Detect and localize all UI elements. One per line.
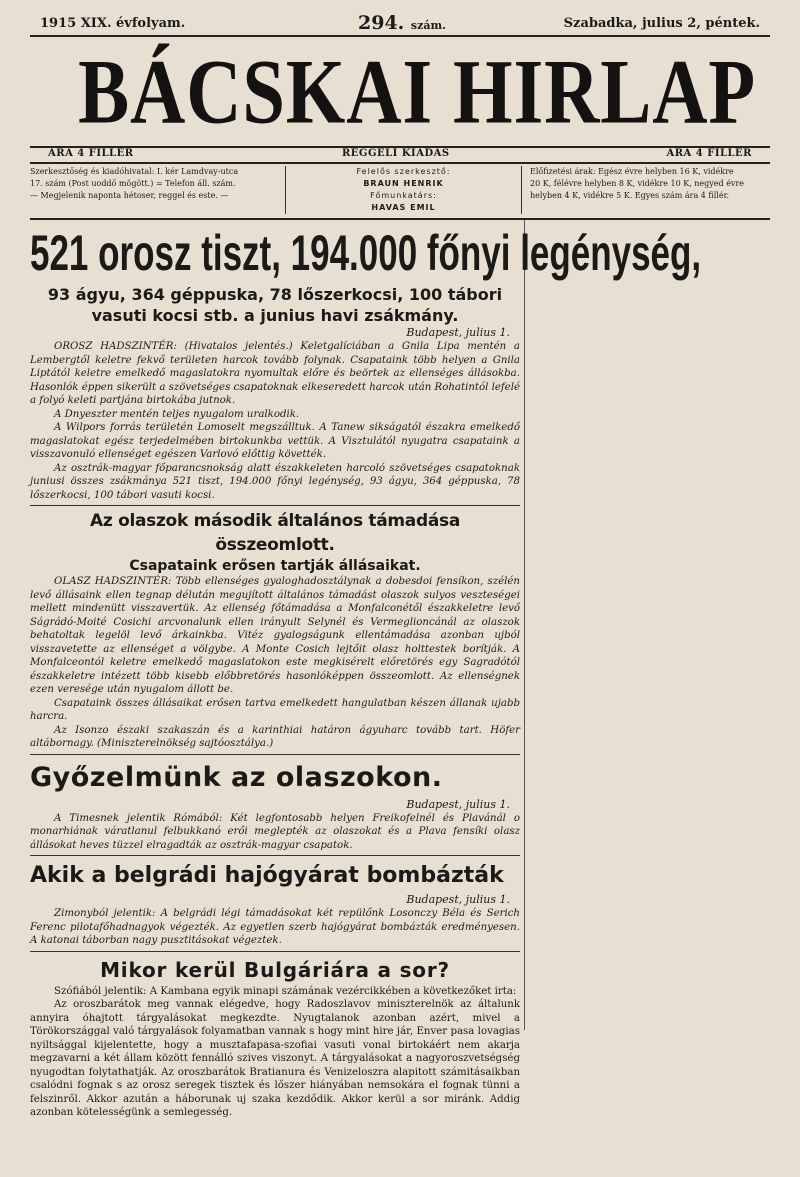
article5-headline: Mikor kerül Bulgáriára a sor?	[100, 957, 450, 982]
issue-date: Szabadka, julius 2, péntek.	[563, 16, 760, 31]
article1-paragraph: Az osztrák-magyar főparancsnokság alatt északkeleten harcoló szövetséges csapatoknak juniusi összes zsákmánya 521 tiszt, 194.000 főnyi legénység, 93 ágyu, 364 géppuska, 78 lőszerkocsi, 100 tábori vasuti kocsi.	[30, 462, 520, 501]
editor-label: Felelős szerkesztő:	[356, 167, 451, 176]
price-line: 20 K, félévre helyben 8 K, vidékre 10 K, negyed évre	[530, 179, 745, 188]
main-column	[30, 222, 702, 1120]
article4-paragraph: Zimonyból jelentik: A belgrádi légi támadásokat két repülőnk Losonczy Béla és Serich Ferenc pilotafőhadnagyok végezték. Az egyetlen szerb hajógyárat bombázták eredményesen. A katonai táborban nagy pusztitásokat végeztek.	[30, 908, 520, 946]
office-line: Szerkesztőség és kiadóhivatal: I. kér Lamdvay-utca	[30, 167, 239, 176]
divider	[30, 951, 520, 952]
article2-paragraph: Csapataink összes állásaikat erősen tartva emelkedett hangulatban készen állanak ujabb harcra.	[30, 697, 520, 722]
info-block	[30, 166, 770, 216]
article1-dateline: Budapest, julius 1.	[406, 326, 510, 339]
divider	[30, 505, 520, 506]
divider	[30, 855, 520, 856]
article1-subheadline-2: vasuti kocsi stb. a junius havi zsákmány.	[91, 306, 459, 325]
volume-year: 1915 XIX. évfolyam.	[40, 16, 186, 31]
article2-paragraph: OLASZ HADSZINTÉR: Több ellenséges gyaloghadosztálynak a dobesdoi fensíkon, szélén levő állásaink ellen tegnap délután megujított általános támadást olaszok sulyos veszteségei mellett mindenütt visszavertük. Az ellenség főtámadása a Monfalconétől északkeletre levő Ságrádó-Moité Cosichi arcvonalunk ellen irányult Selynél és Vermeglioncánál az olaszok behatoltak legelöl levő árkainkba. Vitéz gyalogságunk ellentámadása azonban ujból visszavetette az ellenséget a völgybe. A Monte Cosich lejtőit olasz holttestek borítják. A Monfalceontól keletre emelkedő magaslatokon este megkisérelt előretörés egy Sagradótól északkeletre intézett több kisebb előbbretörés hasonlóképpen összeomlott. Az ellenségnek ezen veresége után nyugalom állott be.	[30, 576, 520, 695]
price-right: ÁRA 4 FILLÉR	[666, 148, 752, 159]
price-line: helyben 4 K, vidékre 5 K. Egyes szám ára 4 fillér.	[530, 191, 730, 200]
office-line: — Megjelenik naponta hétoser, reggel és este. —	[30, 191, 229, 200]
office-line: 17. szám (Post uoddő mögött.) = Telefon áll. szám.	[30, 179, 236, 188]
coeditor-label: Főmunkatárs:	[370, 191, 437, 200]
article5-paragraph: Az oroszbarátok meg vannak elégedve, hogy Radoszlavov miniszterelnök az általunk annyira óhajtott tárgyalásokat megkezdte. Nyugtalanok azonban azért, mivel a Törökországgal való tárgyalások folyamatban vannak s hogy mint hire jár, Enver pasa lovagias nyiltsággal kijelentette, hogy a musztafapasa-szofiai vasuti vonal birtokáért nem akarja megzavarni a két állam között fennálló szives viszonyt. A tárgyalásokat a nagyoroszvetségség nyugodtan folytathatják. Az oroszbarátok Bratianura és Venizeloszra alapitott számitásaikban csalódni fognak s az orosz seregek tisztek és lőszer hiányában nemsokára el fognak tünni a felszinről. Akkor azután a háborunak uj szaka kezdődik. Akkor kerül a sor miránk. Addig azonban kötelességünk a semlegesség.	[30, 999, 520, 1118]
masthead-title: BÁCSKAI HIRLAP	[78, 41, 757, 144]
article3-headline: Győzelmünk az olaszokon.	[30, 761, 443, 793]
column-divider	[524, 220, 525, 1030]
info-rule	[30, 218, 770, 220]
article5-paragraph: Szófiából jelentik: A Kambana egyik minapi számának vezércikkében a következőket irta:	[54, 985, 517, 997]
article1-headline: 521 orosz tiszt, 194.000 főnyi legénység,	[30, 225, 702, 281]
article2-subheadline: Csapataink erősen tartják állásaikat.	[129, 558, 421, 574]
article1-paragraph: OROSZ HADSZINTÉR: (Hivatalos jelentés.) Keletgalíciában a Gnila Lipa mentén a Lembergtől keletre fekvő területen harcok tovább folynak. Csapataink több helyen a Gnila Liptától keletre emelkedő magaslatokra nyomultak előre és beörtek az ellenséges állásokba. Hasonlók éppen sikerült a szövetséges csapatoknak elkeseredett harcok után Rohatintól lefelé a folyó keleti partjána birtokába jutnok.	[30, 341, 520, 406]
article3-dateline: Budapest, julius 1.	[406, 797, 510, 811]
price-line: Előfizetési árak: Egész évre helyben 16 K, vidékre	[530, 167, 734, 176]
article2-headline: Az olaszok második általános támadása összeomlott.	[90, 511, 460, 555]
office-info	[30, 166, 275, 214]
article4-dateline: Budapest, julius 1.	[406, 893, 510, 906]
edition-label: REGGELI KIADÁS	[342, 148, 450, 159]
pricebar-rule	[30, 162, 770, 164]
issue-number-value: 294.	[358, 12, 405, 34]
editor-name: BRAUN HENRIK	[363, 179, 444, 188]
article1-paragraph: A Dnyeszter mentén teljes nyugalom uralkodik.	[54, 408, 300, 420]
editor-info	[285, 166, 522, 214]
coeditor-name: HAVAS EMIL	[371, 203, 436, 212]
article4-headline: Akik a belgrádi hajógyárat bombázták	[30, 863, 504, 888]
issue-number	[358, 12, 446, 34]
article1-subheadline-1: 93 ágyu, 364 géppuska, 78 lőszerkocsi, 100 tábori	[47, 285, 503, 304]
top-line	[40, 12, 760, 34]
issue-suffix: szám.	[410, 19, 446, 32]
article3-paragraph: A Timesnek jelentik Rómából: Két legfontosabb helyen Freikofelnél és Plavánál o monarhiának váratlanul felbukkanó erői meglepték az olaszokat és a Plava fensíki olasz állásokat heves tüzzel elragadták az osztrák-magyar csapatok.	[30, 812, 520, 851]
article2-paragraph: Az Isonzo északi szakaszán és a karinthiai határon ágyuharc tovább tart. Höfer altábornagy. (Miniszterelnökség sajtóosztálya.)	[30, 724, 520, 749]
price-left: ÁRA 4 FILLÉR	[48, 148, 134, 159]
price-bar	[40, 148, 760, 162]
article1-paragraph: A Wilpors forrás területén Lomoselt megszálltuk. A Tanew sikságatól északra emelkedő magaslatokat egész terjedelmében birtokunkba vettük. A Visztulától nyugatra csapataink a visszavonuló ellenséget egészen Varlovó előttig követték.	[30, 422, 520, 460]
subscription-prices	[530, 166, 770, 214]
divider	[30, 754, 520, 755]
